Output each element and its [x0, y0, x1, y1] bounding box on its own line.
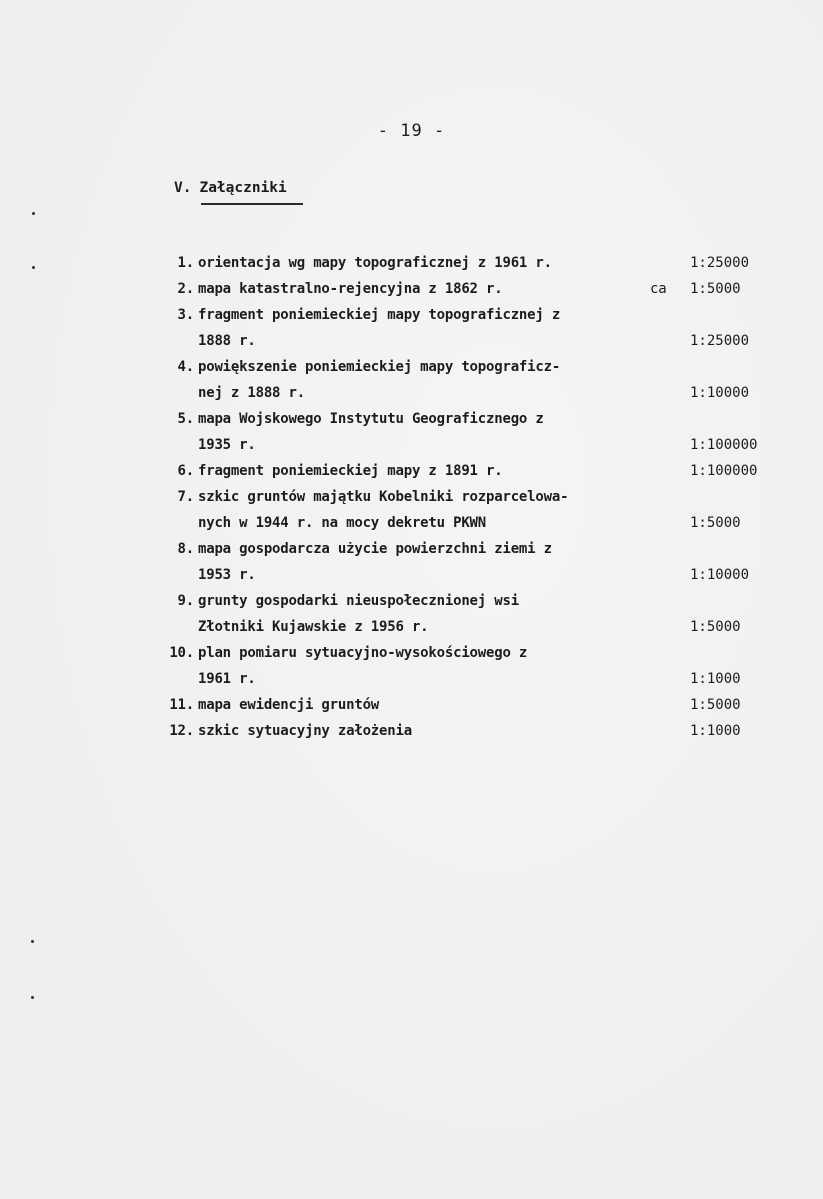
section-numeral: V.: [174, 180, 192, 196]
attachment-scale: 1:5000: [690, 515, 741, 531]
attachment-number: 4.: [177, 359, 194, 375]
attachment-scale: 1:1000: [690, 723, 741, 739]
attachment-number: 1.: [177, 255, 194, 271]
attachment-number: 10.: [169, 645, 194, 661]
heading-underline: [201, 203, 303, 205]
attachment-number: 7.: [177, 489, 194, 505]
attachment-number: 8.: [177, 541, 194, 557]
attachments-list: [150, 250, 790, 744]
attachment-number: 12.: [169, 723, 194, 739]
margin-mark: [31, 940, 34, 943]
attachment-scale: 1:100000: [690, 463, 758, 479]
attachment-number: 2.: [177, 281, 194, 297]
attachment-scale: 1:5000: [690, 619, 741, 635]
attachment-item: [150, 640, 790, 692]
attachment-scale: 1:10000: [690, 567, 750, 583]
attachment-scale: 1:5000: [690, 281, 741, 297]
attachment-item: [150, 458, 790, 484]
attachment-item: [150, 536, 790, 588]
attachment-description: fragment poniemieckiej mapy topograficznej z 1888 r.: [198, 307, 561, 349]
section-heading: [174, 180, 287, 196]
attachment-item: [150, 588, 790, 640]
attachment-description: mapa Wojskowego Instytutu Geograficznego z 1935 r.: [198, 411, 544, 453]
attachment-item: [150, 276, 790, 302]
margin-mark: [32, 266, 35, 269]
attachment-description: mapa ewidencji gruntów: [198, 697, 380, 713]
attachment-item: [150, 692, 790, 718]
margin-mark: [32, 212, 35, 215]
attachment-item: [150, 302, 790, 354]
attachment-description: powiększenie poniemieckiej mapy topograficz- nej z 1888 r.: [198, 359, 561, 401]
attachment-number: 9.: [177, 593, 194, 609]
attachment-description: grunty gospodarki nieuspołecznionej wsi Złotniki Kujawskie z 1956 r.: [198, 593, 519, 635]
attachment-item: [150, 406, 790, 458]
attachment-scale: 1:100000: [690, 437, 758, 453]
attachment-description: szkic gruntów majątku Kobelniki rozparcelowa- nych w 1944 r. na mocy dekretu PKWN: [198, 489, 569, 531]
section-title: Załączniki: [199, 180, 287, 196]
attachment-scale: 1:10000: [690, 385, 750, 401]
attachment-item: [150, 354, 790, 406]
attachment-number: 11.: [169, 697, 194, 713]
attachment-number: 5.: [177, 411, 194, 427]
attachment-description: mapa katastralno-rejencyjna z 1862 r.: [198, 281, 503, 297]
margin-mark: [31, 996, 34, 999]
attachment-number: 3.: [177, 307, 194, 323]
attachment-description: orientacja wg mapy topograficznej z 1961 r.: [198, 255, 552, 271]
attachment-scale: 1:1000: [690, 671, 741, 687]
attachment-scale: 1:25000: [690, 333, 750, 349]
page-number: - 19 -: [377, 121, 446, 141]
attachment-description: mapa gospodarcza użycie powierzchni ziemi z 1953 r.: [198, 541, 552, 583]
attachment-description: szkic sytuacyjny założenia: [198, 723, 412, 739]
attachment-description: plan pomiaru sytuacyjno-wysokościowego z 1961 r.: [198, 645, 528, 687]
attachment-scale: 1:5000: [690, 697, 741, 713]
attachment-number: 6.: [177, 463, 194, 479]
attachment-description: fragment poniemieckiej mapy z 1891 r.: [198, 463, 503, 479]
attachment-approx-marker: ca: [650, 281, 667, 297]
attachment-item: [150, 250, 790, 276]
attachment-item: [150, 718, 790, 744]
attachment-item: [150, 484, 790, 536]
attachment-scale: 1:25000: [690, 255, 750, 271]
